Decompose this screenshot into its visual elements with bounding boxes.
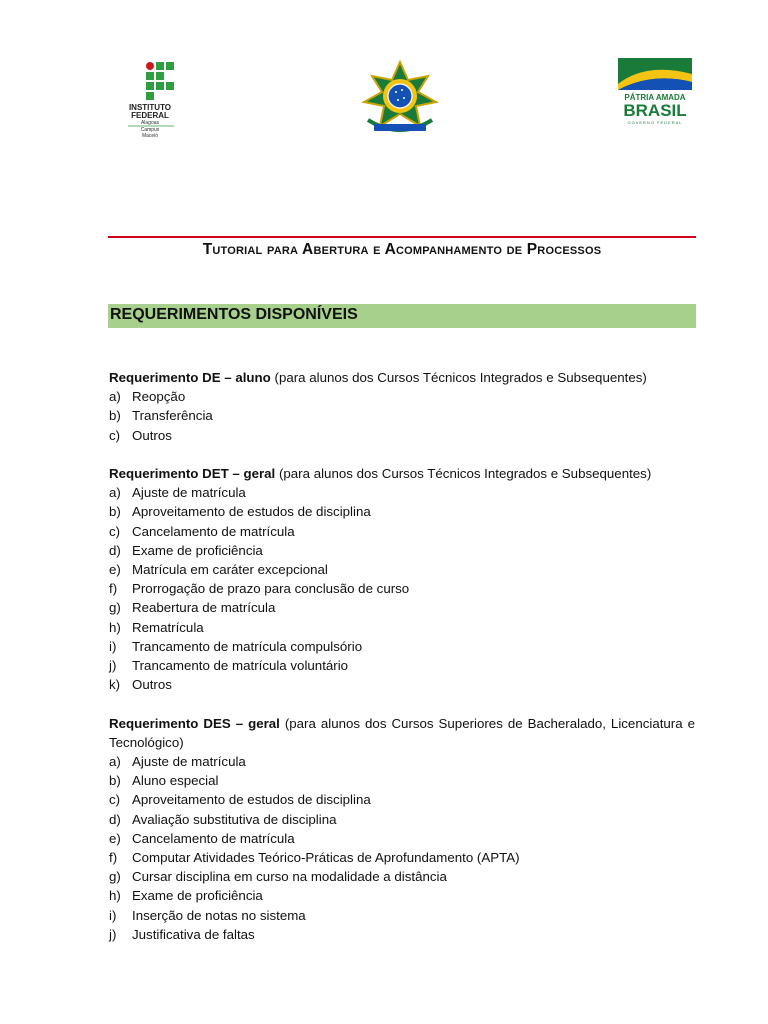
list-item bbox=[109, 771, 695, 790]
list-item-text: Rematrícula bbox=[132, 619, 204, 635]
list-item-text: Outros bbox=[132, 427, 172, 443]
list-marker: j) bbox=[109, 658, 117, 674]
list-item bbox=[109, 925, 695, 944]
list-marker: d) bbox=[109, 811, 121, 827]
list-marker: k) bbox=[109, 677, 121, 693]
if-text-line4: Campus bbox=[140, 127, 160, 133]
list-item bbox=[109, 522, 695, 541]
list-item bbox=[109, 387, 695, 406]
list-item bbox=[109, 675, 695, 694]
list-marker: g) bbox=[109, 869, 121, 885]
list-item-text: Aluno especial bbox=[132, 773, 219, 789]
list-marker: c) bbox=[109, 792, 121, 808]
list-marker: b) bbox=[109, 504, 121, 520]
list-item bbox=[109, 502, 695, 521]
list-marker: h) bbox=[109, 888, 121, 904]
list-item bbox=[109, 541, 695, 560]
list-marker: e) bbox=[109, 562, 121, 578]
section-header-bar bbox=[108, 304, 696, 328]
requirement-block-de bbox=[109, 368, 695, 445]
instituto-federal-logo bbox=[116, 58, 206, 138]
list-item bbox=[109, 618, 695, 637]
requirement-block-des bbox=[109, 714, 695, 944]
if-grid-icon bbox=[146, 62, 174, 100]
list-marker: h) bbox=[109, 619, 121, 635]
list-item-text: Computar Atividades Teórico-Práticas de Aprofundamento (APTA) bbox=[132, 850, 520, 866]
list-marker: f) bbox=[109, 850, 118, 866]
list-item-text: Exame de proficiência bbox=[132, 888, 263, 904]
list-item-text: Prorrogação de prazo para conclusão de curso bbox=[132, 581, 410, 597]
list-marker: b) bbox=[109, 773, 121, 789]
list-item-text: Aproveitamento de estudos de disciplina bbox=[132, 504, 371, 520]
list-item bbox=[109, 483, 695, 502]
list-item-text: Trancamento de matrícula voluntário bbox=[132, 658, 349, 674]
requirement-name: Requerimento DES – geral bbox=[109, 715, 280, 731]
if-text-line2: FEDERAL bbox=[131, 111, 169, 120]
if-text-line5: Maceió bbox=[141, 133, 159, 138]
list-item bbox=[109, 426, 695, 445]
requirements-content bbox=[109, 368, 695, 963]
coat-of-arms-icon bbox=[358, 60, 442, 138]
patria-text-line3: GOVERNO FEDERAL bbox=[627, 120, 683, 125]
list-item bbox=[109, 752, 695, 771]
list-marker: e) bbox=[109, 830, 121, 846]
patria-amada-brasil-logo bbox=[616, 56, 694, 130]
list-item-text: Avaliação substitutiva de disciplina bbox=[132, 811, 337, 827]
list-item-text: Transferência bbox=[132, 408, 213, 424]
section-title: REQUERIMENTOS DISPONÍVEIS bbox=[110, 306, 358, 323]
list-marker: a) bbox=[109, 389, 121, 405]
list-marker: a) bbox=[109, 754, 121, 770]
requirement-description: (para alunos dos Cursos Superiores de Bacheralado, Licenciatura e Tecnológico) bbox=[109, 715, 695, 750]
list-item-text: Matrícula em caráter excepcional bbox=[132, 562, 328, 578]
list-marker: b) bbox=[109, 408, 121, 424]
requirement-name: Requerimento DET – geral bbox=[109, 466, 276, 481]
list-item bbox=[109, 886, 695, 905]
list-marker: c) bbox=[109, 427, 121, 443]
list-item bbox=[109, 637, 695, 656]
list-item-text: Reabertura de matrícula bbox=[132, 600, 276, 616]
requirement-items bbox=[109, 483, 695, 694]
list-item-text: Trancamento de matrícula compulsório bbox=[132, 638, 363, 654]
list-marker: j) bbox=[109, 926, 117, 942]
list-marker: f) bbox=[109, 581, 118, 597]
list-item-text: Ajuste de matrícula bbox=[132, 754, 246, 770]
if-text-line3: Alagoas bbox=[140, 120, 160, 126]
list-item bbox=[109, 406, 695, 425]
list-item bbox=[109, 656, 695, 675]
list-item-text: Justificativa de faltas bbox=[132, 926, 255, 942]
list-item bbox=[109, 560, 695, 579]
list-marker: i) bbox=[109, 907, 117, 923]
list-item bbox=[109, 867, 695, 886]
requirement-block-det bbox=[109, 464, 695, 694]
list-item bbox=[109, 906, 695, 925]
requirement-description: (para alunos dos Cursos Técnicos Integrados e Subsequentes) bbox=[278, 466, 652, 481]
list-item bbox=[109, 848, 695, 867]
if-text-line1: INSTITUTO bbox=[128, 103, 172, 112]
requirement-heading bbox=[109, 714, 695, 752]
list-item-text: Cancelamento de matrícula bbox=[132, 830, 295, 846]
requirement-description: (para alunos dos Cursos Técnicos Integrados e Subsequentes) bbox=[274, 370, 647, 385]
list-item bbox=[109, 598, 695, 617]
list-marker: a) bbox=[109, 485, 121, 501]
list-item-text: Aproveitamento de estudos de disciplina bbox=[132, 792, 371, 808]
list-item bbox=[109, 790, 695, 809]
list-item bbox=[109, 579, 695, 598]
list-marker: d) bbox=[109, 542, 121, 558]
requirement-heading bbox=[109, 368, 695, 387]
list-item-text: Exame de proficiência bbox=[132, 542, 263, 558]
patria-text-line2: BRASIL bbox=[623, 101, 687, 120]
list-marker: c) bbox=[109, 523, 121, 539]
list-item bbox=[109, 810, 695, 829]
list-item-text: Ajuste de matrícula bbox=[132, 485, 246, 501]
list-marker: g) bbox=[109, 600, 121, 616]
requirement-items bbox=[109, 387, 695, 445]
list-item-text: Reopção bbox=[132, 389, 186, 405]
list-item bbox=[109, 829, 695, 848]
requirement-name: Requerimento DE – aluno bbox=[109, 370, 271, 385]
patria-text-line1: PÁTRIA AMADA bbox=[624, 93, 686, 102]
document-title: Tutorial para Abertura e Acompanhamento de Processos bbox=[202, 241, 602, 258]
requirement-items bbox=[109, 752, 695, 944]
list-marker: i) bbox=[109, 638, 117, 654]
header-logos bbox=[0, 0, 768, 160]
list-item-text: Inserção de notas no sistema bbox=[132, 907, 306, 923]
requirement-heading bbox=[109, 464, 695, 483]
title-top-rule bbox=[108, 236, 696, 238]
list-item-text: Outros bbox=[132, 677, 172, 693]
list-item-text: Cursar disciplina em curso na modalidade a distância bbox=[132, 869, 447, 885]
list-item-text: Cancelamento de matrícula bbox=[132, 523, 295, 539]
